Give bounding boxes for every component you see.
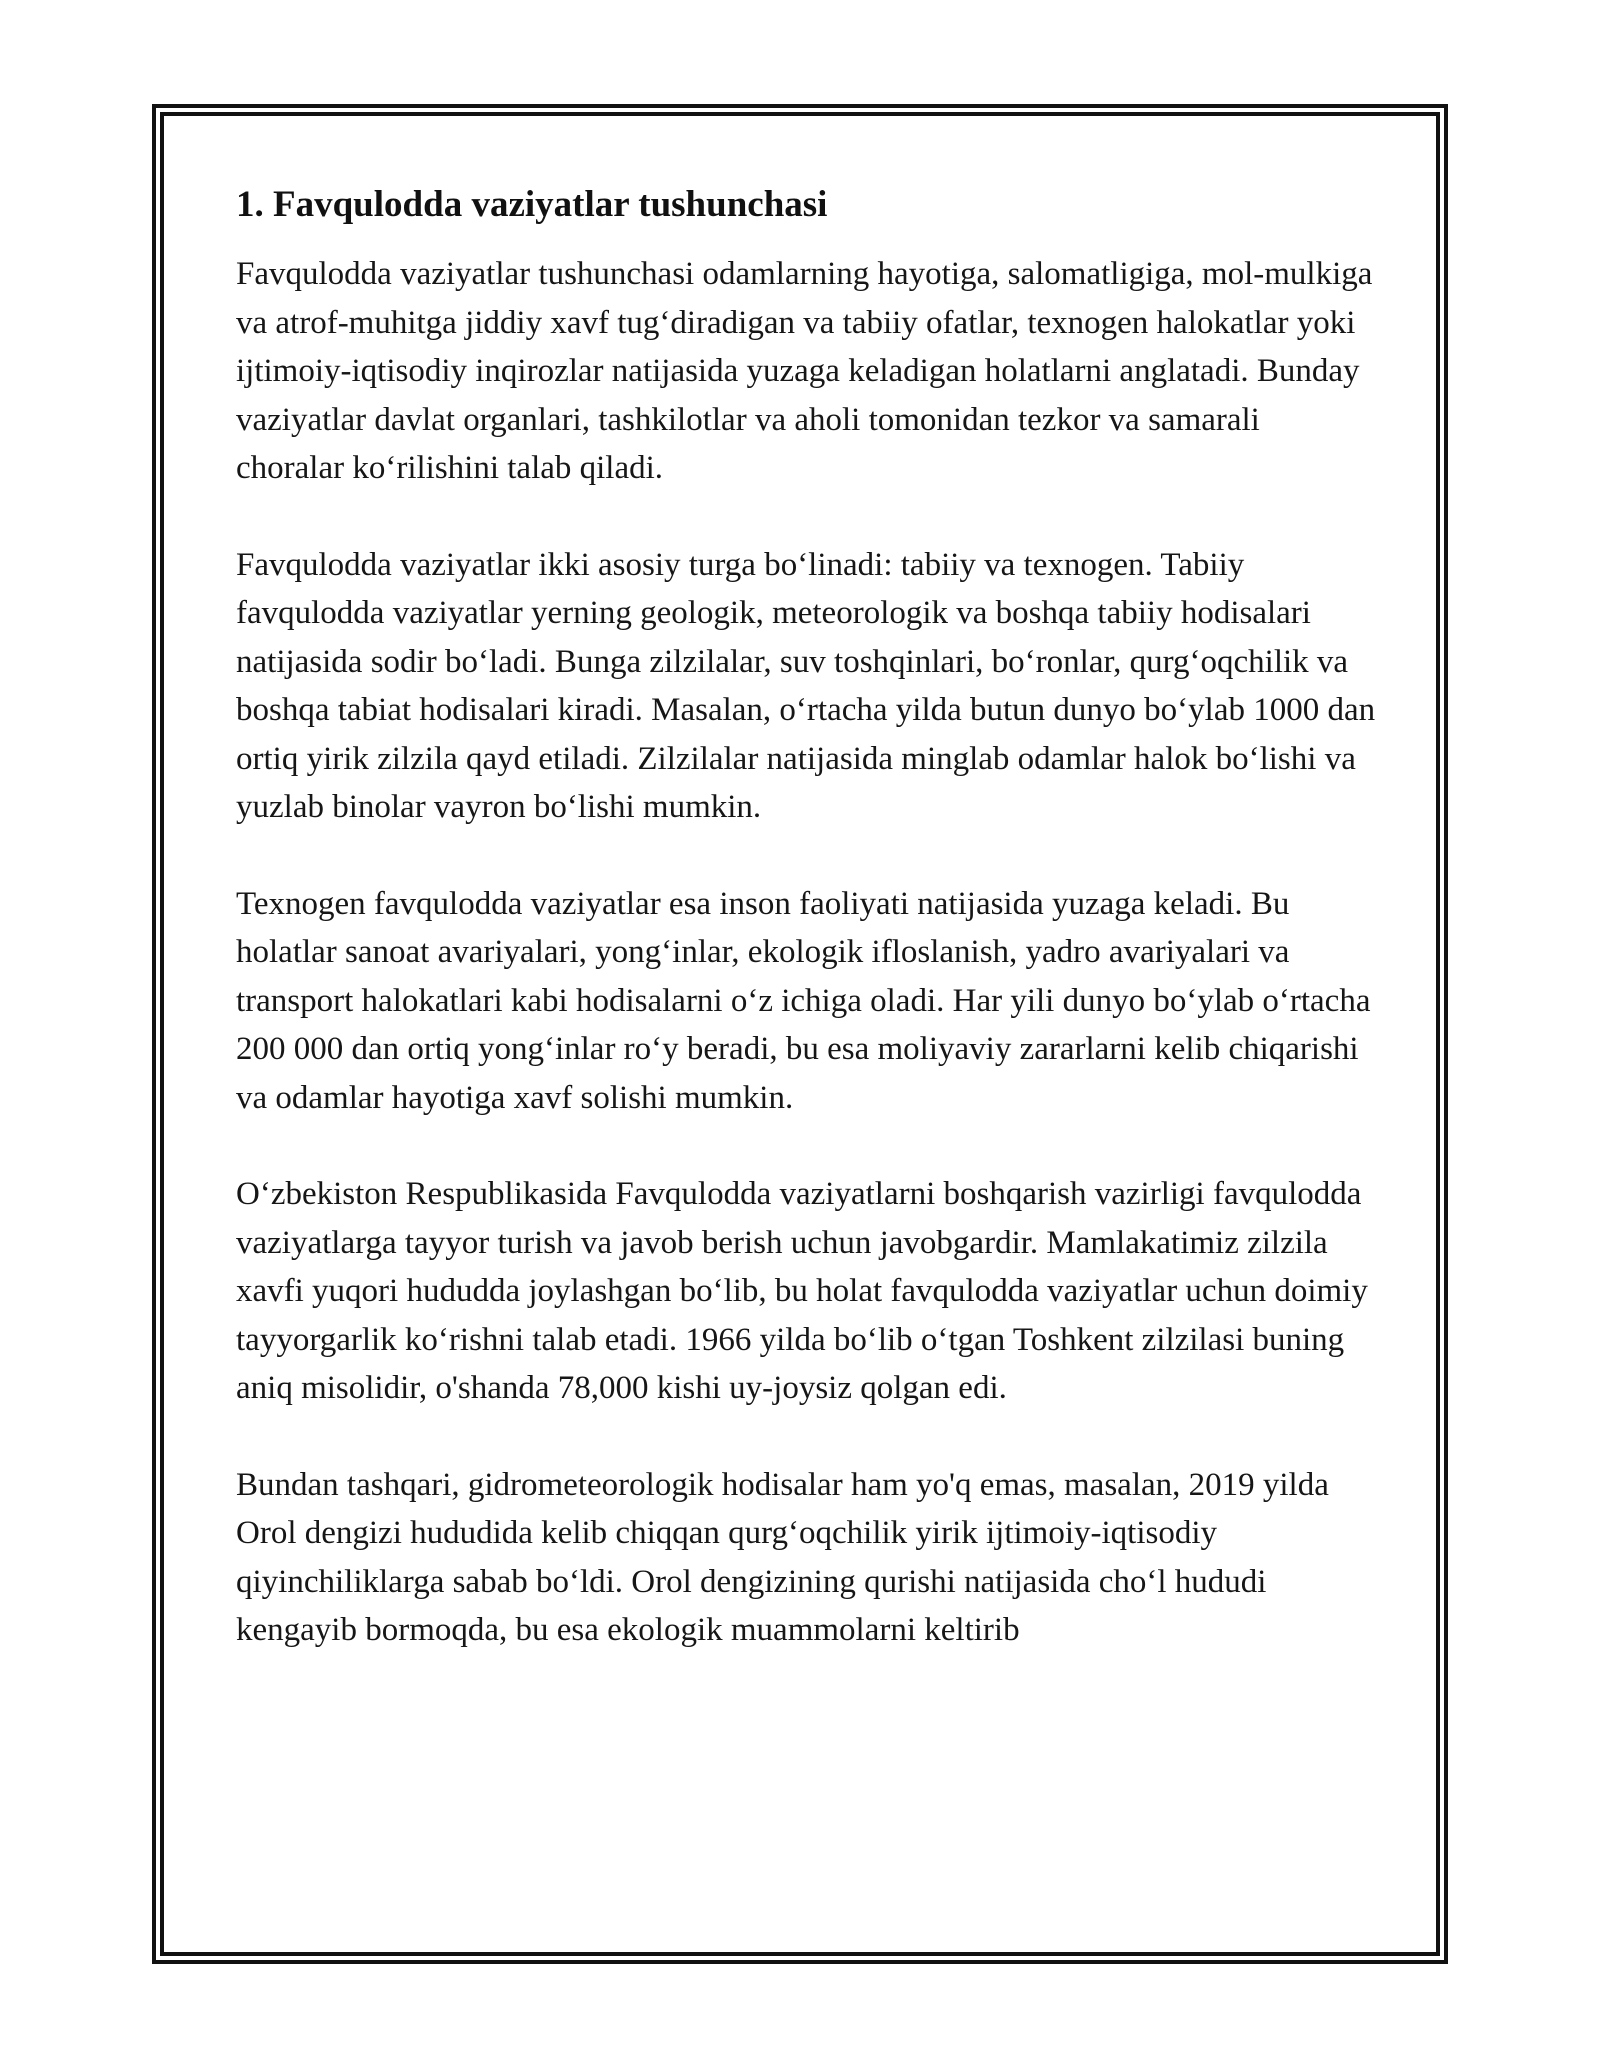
paragraph-types: Favqulodda vaziyatlar ikki asosiy turga bo‘linadi: tabiiy va texnogen. Tabiiy favqulodda vaziyatlar yerning geologik, meteorologik va boshqa tabiiy hodisalari natijasida sodir bo‘ladi. Bunga zilzilalar, suv toshqinlari, bo‘ronlar, qurg‘oqchilik va boshqa tabiat hodisalari kiradi. Masalan, o‘rtacha yilda butun dunyo bo‘ylab 1000 dan ortiq yirik zilzila qayd etiladi. Zilzilalar natijasida minglab odamlar halok bo‘lishi va yuzlab binolar vayron bo‘lishi mumkin. — [236, 546, 1376, 825]
document-body — [236, 182, 1376, 1703]
paragraph-uzbekistan: O‘zbekiston Respublikasida Favqulodda vaziyatlarni boshqarish vazirligi favqulodda vaziyatlarga tayyor turish va javob berish uchun javobgardir. Mamlakatimiz zilzila xavfi yuqori hududda joylashgan bo‘lib, bu holat favqulodda vaziyatlar uchun doimiy tayyorgarlik ko‘rishni talab etadi. 1966 yilda bo‘lib o‘tgan Toshkent zilzilasi buning aniq misolidir, o'shanda 78,000 kishi uy-joysiz qolgan edi. — [236, 1176, 1368, 1406]
section-heading: 1. Favqulodda vaziyatlar tushunchasi — [236, 184, 828, 225]
paragraph-hydrometeorological: Bundan tashqari, gidrometeorologik hodisalar ham yo'q emas, masalan, 2019 yilda Orol dengizi hududida kelib chiqqan qurg‘oqchilik yirik ijtimoiy-iqtisodiy qiyinchiliklarga sabab bo‘ldi. Orol dengizining qurishi natijasida cho‘l hududi kengayib bormoqda, bu esa ekologik muammolarni keltirib — [236, 1466, 1329, 1648]
paragraph-definition: Favqulodda vaziyatlar tushunchasi odamlarning hayotiga, salomatligiga, mol-mulkiga va atrof-muhitga jiddiy xavf tug‘diradigan va tabiiy ofatlar, texnogen halokatlar yoki ijtimoiy-iqtisodiy inqirozlar natijasida yuzaga keladigan holatlarni anglatadi. Bunday vaziyatlar davlat organlari, tashkilotlar va aholi tomonidan tezkor va samarali choralar ko‘rilishini talab qiladi. — [236, 256, 1373, 486]
paragraph-technogenic: Texnogen favqulodda vaziyatlar esa inson faoliyati natijasida yuzaga keladi. Bu holatlar sanoat avariyalari, yong‘inlar, ekologik ifloslanish, yadro avariyalari va transport halokatlari kabi hodisalarni o‘z ichiga oladi. Har yili dunyo bo‘ylab o‘rtacha 200 000 dan ortiq yong‘inlar ro‘y beradi, bu esa moliyaviy zararlarni kelib chiqarishi va odamlar hayotiga xavf solishi mumkin. — [236, 885, 1371, 1116]
